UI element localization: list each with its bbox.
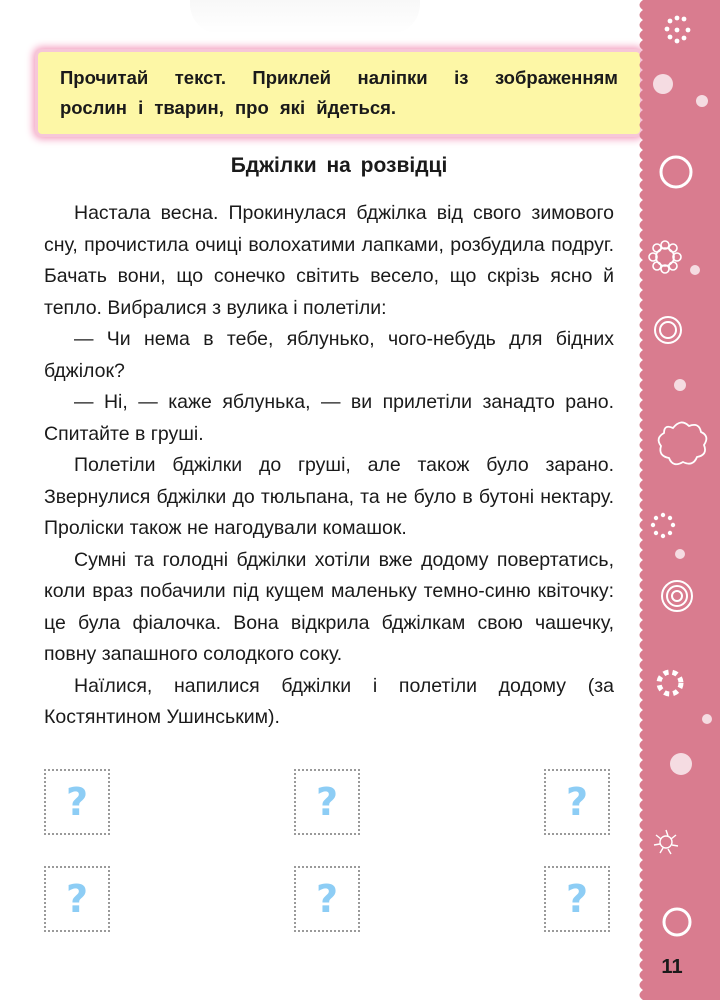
- story-text: [44, 198, 614, 734]
- instruction-line-1: Прочитай текст. Приклей наліпки із зображенням: [60, 67, 618, 88]
- page-number: 11: [661, 956, 683, 978]
- dot-icon: [670, 753, 692, 775]
- dot-icon: [675, 549, 685, 559]
- story-paragraph: — Чи нема в тебе, яблунько, чого-небудь для бідних бджілок?: [44, 328, 614, 382]
- dot-icon: [653, 74, 673, 94]
- dashed-ring-icon: [659, 672, 681, 694]
- sticker-placeholder[interactable]: ?: [44, 769, 110, 835]
- sticker-placeholder[interactable]: ?: [294, 866, 360, 932]
- flower-outline-icon: [649, 241, 681, 273]
- header-decoration: [190, 0, 420, 34]
- sticker-placeholder[interactable]: ?: [44, 866, 110, 932]
- sticker-placeholder[interactable]: ?: [544, 866, 610, 932]
- dotted-circle-icon: [665, 16, 691, 44]
- story-paragraph: Наїлися, напилися бджілки і полетіли додому (за Костянтином Ушинським).: [44, 674, 614, 728]
- story-paragraph: — Ні, — каже яблунька, — ви прилетіли занадто рано. Спитайте в груші.: [44, 391, 614, 445]
- ring-icon: [661, 157, 691, 187]
- dot-icon: [702, 714, 712, 724]
- dot-icon: [690, 265, 700, 275]
- dot-icon: [696, 95, 708, 107]
- story-title: Бджілки на розвідці: [230, 154, 448, 177]
- instruction-line-2: рослин і тварин, про які йдеться.: [60, 97, 397, 118]
- concentric-circle-icon: [662, 581, 692, 611]
- dot-icon: [674, 379, 686, 391]
- ring-icon: [664, 909, 690, 935]
- sticker-placeholder[interactable]: ?: [544, 769, 610, 835]
- instruction-box: [38, 52, 640, 134]
- story-paragraph: Настала весна. Прокинулася бджілка від свого зимового сну, прочистила очиці волохатими лапками, розбудила подруг. Бачать вони, що сонечко світить весело, що скрізь ясно й тепло. Вибралися з вулика і полетіли:: [44, 202, 614, 319]
- dotted-circle-icon: [651, 513, 675, 538]
- sticker-placeholder[interactable]: ?: [294, 769, 360, 835]
- cloud-shape-icon: [659, 422, 707, 464]
- story-paragraph: Полетіли бджілки до груші, але також було зарано. Звернулися бджілки до тюльпана, та не було в бутоні нектару. Проліски також не нагодували комашок.: [44, 454, 614, 539]
- sunburst-icon: [654, 830, 678, 854]
- concentric-circle-icon: [655, 317, 681, 343]
- strip-ornaments: [643, 0, 720, 1000]
- story-paragraph: Сумні та голодні бджілки хотіли вже додому повертатись, коли враз побачили під кущем маленьку темно-синю квіточку: це була фіалочка. Вона відкрила бджілкам свою чашечку, повну запашного солодкого соку.: [44, 548, 614, 665]
